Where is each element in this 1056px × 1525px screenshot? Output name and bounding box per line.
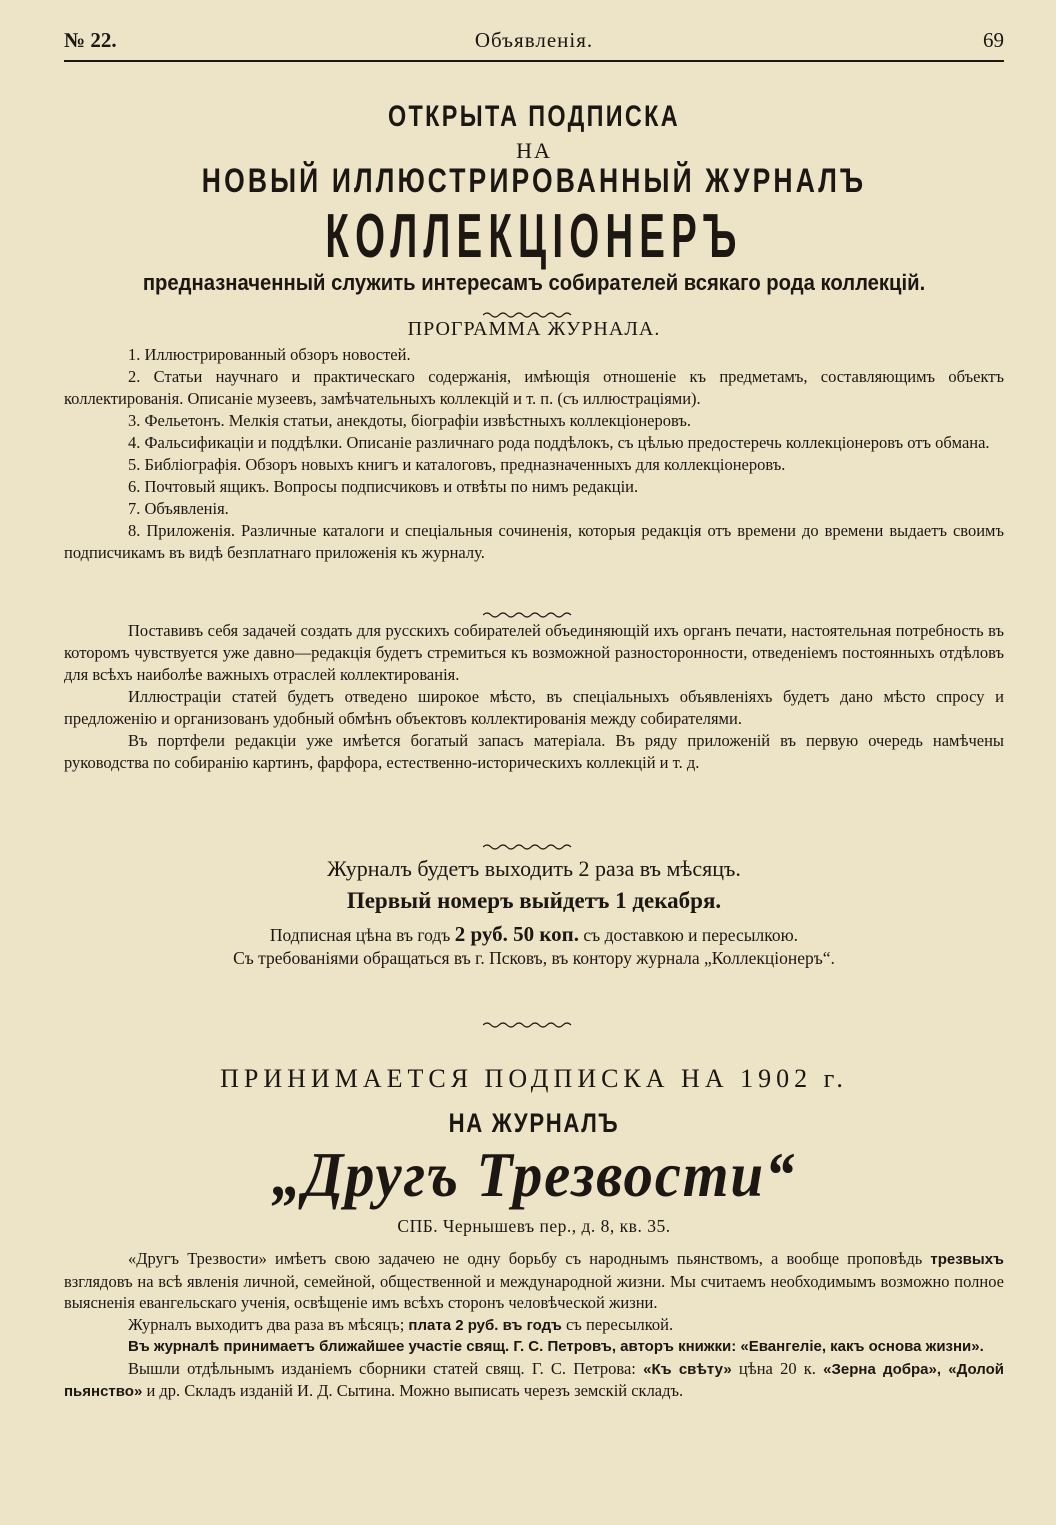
text-run: цѣна 20 к. bbox=[738, 1358, 816, 1378]
ad1-heading: ОТКРЫТА ПОДПИСКА bbox=[387, 100, 681, 133]
text-run: Журналъ выходитъ два раза въ мѣсяцъ; bbox=[128, 1314, 405, 1334]
body-paragraph bbox=[64, 1314, 1004, 1337]
program-item: 4. Фальсификаціи и поддѣлки. Описаніе различнаго рода поддѣлокъ, съ цѣлью предостеречь коллекціонеровъ отъ обмана. bbox=[128, 433, 990, 452]
ad1-subtitle: предназначенный служить интересамъ собирателей всякаго рода коллекцій. bbox=[142, 270, 926, 295]
program-item: 8. Приложенія. Различные каталоги и спеціальныя сочиненія, которыя редакція отъ времени до времени выдаетъ своимъ подписчикамъ въ видѣ безплатнаго приложенія къ журналу. bbox=[64, 521, 1004, 562]
text-run-bold: плата 2 руб. въ годъ bbox=[408, 1316, 562, 1334]
ad1-na: НА bbox=[516, 138, 552, 163]
issue-number: № 22. bbox=[64, 28, 117, 52]
program-title: ПРОГРАММА ЖУРНАЛА. bbox=[407, 318, 661, 340]
ad1-journal-line: НОВЫЙ ИЛЛЮСТРИРОВАННЫЙ ЖУРНАЛЪ bbox=[201, 162, 867, 200]
ad2-body bbox=[64, 1248, 1004, 1403]
ad1-journal-title: КОЛЛЕКЦІОНЕРЪ bbox=[325, 202, 743, 271]
body-paragraph: Иллюстраціи статей будетъ отведено широкое мѣсто, въ спеціальныхъ объявленіяхъ будетъ дано мѣсто спросу и предложенію и организованъ удобный обмѣнъ объектовъ коллектированія между собирателями. bbox=[64, 687, 1004, 728]
text-run: и др. Складъ изданій И. Д. Сытина. Можно выписать черезъ земскій складъ. bbox=[146, 1381, 684, 1400]
section-title: Объявленія. bbox=[474, 28, 594, 52]
text-run: взглядовъ на всѣ явленія личной, семейной, общественной и международной жизни. Мы считаемъ необходимымъ возможно полное выясненія евангельскаго ученія, освѣщеніе имъ всѣхъ сторонъ человѣческой жизни. bbox=[64, 1271, 1004, 1312]
text-run-bold: трезвыхъ bbox=[930, 1251, 1004, 1268]
ornament-divider bbox=[0, 838, 1056, 846]
ad2-heading: ПРИНИМАЕТСЯ ПОДПИСКА НА 1902 г. bbox=[220, 1064, 848, 1093]
program-item: 5. Библіографія. Обзоръ новыхъ книгъ и каталоговъ, предназначенныхъ для коллекціонеровъ. bbox=[128, 455, 786, 474]
ad1-body bbox=[64, 620, 1004, 774]
subscription-price bbox=[64, 922, 1004, 947]
publication-frequency: Журналъ будетъ выходить 2 раза въ мѣсяцъ. bbox=[327, 856, 741, 881]
body-paragraph: Въ журналѣ принимаетъ ближайшее участіе свящ. Г. С. Петровъ, авторъ книжки: «Евангеліе, какъ основа жизни». bbox=[128, 1338, 984, 1355]
header-rule bbox=[64, 60, 1004, 62]
page-header bbox=[64, 28, 1004, 58]
program-item: 1. Иллюстрированный обзоръ новостей. bbox=[128, 345, 411, 364]
page-number: 69 bbox=[983, 28, 1004, 52]
contact-info: Съ требованіями обращаться въ г. Псковъ, въ контору журнала „Коллекціонеръ“. bbox=[233, 948, 835, 968]
body-paragraph: Въ портфели редакціи уже имѣется богатый запасъ матеріала. Въ ряду приложеній въ первую очередь намѣчены руководства по собиранію картинъ, фарфора, естественно-историческихъ коллекцій и т. д. bbox=[64, 731, 1004, 772]
first-issue-date: Первый номеръ выйдетъ 1 декабря. bbox=[346, 888, 722, 913]
program-item: 6. Почтовый ящикъ. Вопросы подписчиковъ и отвѣты по нимъ редакціи. bbox=[128, 477, 639, 496]
ornament-divider bbox=[0, 606, 1056, 614]
price-label: Подписная цѣна въ годъ bbox=[269, 925, 451, 945]
program-item: 3. Фельетонъ. Мелкія статьи, анекдоты, біографіи извѣстныхъ коллекціонеровъ. bbox=[128, 411, 692, 430]
text-run-bold: «Зерна добра», «Долой пьянство» bbox=[64, 1360, 1004, 1400]
body-paragraph bbox=[64, 1358, 1004, 1403]
text-run-bold: «Къ свѣту» bbox=[643, 1360, 732, 1378]
ornament-divider bbox=[0, 306, 1056, 314]
program-item: 7. Объявленія. bbox=[128, 499, 229, 518]
body-paragraph: Поставивъ себя задачей создать для русскихъ собирателей объединяющій ихъ органъ печати, настоятельная потребность въ которомъ чувствуется уже давно—редакція будетъ стремиться къ возможной разносторонности, отведеніемъ постоянныхъ отдѣловъ для всѣхъ наиболѣе важныхъ отраслей коллектированія. bbox=[64, 621, 1004, 684]
program-item: 2. Статьи научнаго и практическаго содержанія, имѣющія отношеніе къ предметамъ, составляющимъ объектъ коллектированія. Описаніе музеевъ, замѣчательныхъ коллекцій и т. п. (съ иллюстраціями). bbox=[64, 367, 1004, 408]
text-run: съ пересылкой. bbox=[565, 1314, 674, 1334]
text-run: Вышли отдѣльнымъ изданіемъ сборники статей свящ. Г. С. Петрова: bbox=[128, 1358, 636, 1378]
ornament-divider bbox=[0, 1016, 1056, 1024]
text-run: «Другъ Трезвости» имѣетъ свою задачею не одну борьбу съ народнымъ пьянствомъ, а вообще проповѣдь bbox=[128, 1249, 923, 1268]
price-value: 2 руб. 50 коп. bbox=[454, 922, 580, 946]
ad2-journal-title: „Другъ Трезвости“ bbox=[271, 1139, 797, 1210]
ad2-journal-line: НА ЖУРНАЛЪ bbox=[448, 1108, 620, 1138]
body-paragraph bbox=[64, 1248, 1004, 1314]
program-list bbox=[64, 344, 1004, 564]
ad2-address: СПБ. Чернышевъ пер., д. 8, кв. 35. bbox=[397, 1216, 671, 1236]
price-note: съ доставкою и пересылкою. bbox=[583, 925, 799, 945]
